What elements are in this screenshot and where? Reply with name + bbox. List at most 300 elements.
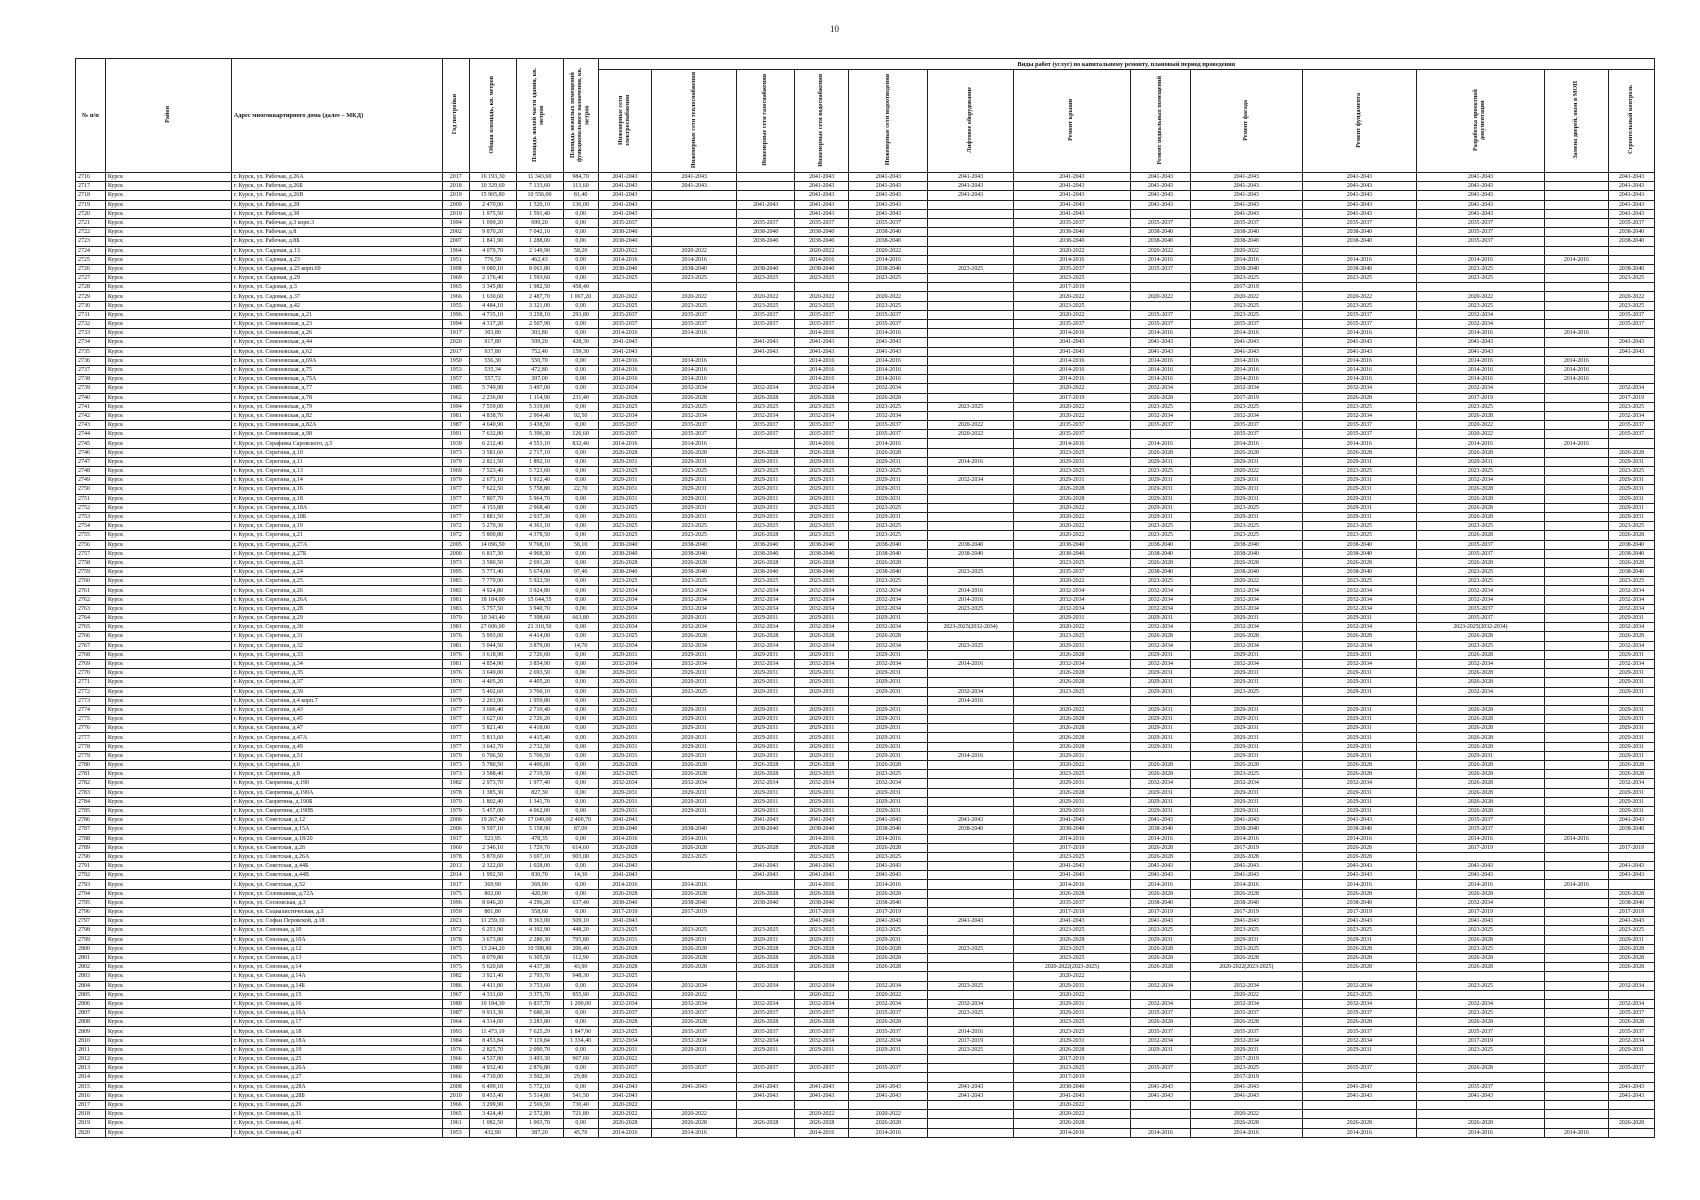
- cell-work-period: [1608, 990, 1654, 999]
- cell-area-living: 387,20: [516, 1128, 563, 1137]
- cell-work-period: 2020-2022: [1416, 430, 1544, 439]
- cell-work-period: 2029-2031: [652, 715, 737, 724]
- cell-area-nonres: 58,20: [563, 246, 598, 255]
- cell-work-period: 2032-2034: [1131, 641, 1191, 650]
- cell-work-period: 2014-2016: [1302, 356, 1416, 365]
- cell-area-living: 1 982,50: [516, 283, 563, 292]
- cell-address: г. Курск, ул. Серегина, д.25: [231, 577, 442, 586]
- col-header-work-label: Инженерные сети водоотведения: [884, 74, 891, 166]
- cell-work-period: 2032-2034: [928, 687, 1013, 696]
- cell-district: Курск: [105, 292, 231, 301]
- cell-work-period: 2026-2028: [849, 843, 928, 852]
- cell-work-period: 2032-2034: [737, 595, 795, 604]
- cell-work-period: [794, 696, 848, 705]
- cell-work-period: 2029-2031: [1608, 733, 1654, 742]
- cell-work-period: 2029-2031: [1302, 512, 1416, 521]
- cell-work-period: 2038-2040: [1302, 549, 1416, 558]
- cell-area-total: 8 453,40: [469, 1091, 516, 1100]
- cell-work-period: 2041-2043: [1131, 816, 1191, 825]
- cell-work-period: 2026-2028: [1416, 678, 1544, 687]
- cell-work-period: [1544, 806, 1608, 815]
- cell-area-total: 4 079,70: [469, 246, 516, 255]
- cell-year: 1979: [442, 696, 469, 705]
- cell-work-period: 2029-2031: [1131, 806, 1191, 815]
- cell-work-period: 2029-2031: [1302, 806, 1416, 815]
- cell-work-period: 2041-2043: [1190, 862, 1302, 871]
- cell-work-period: [652, 862, 737, 871]
- cell-district: Курск: [105, 1027, 231, 1036]
- cell-area-living: 2 968,40: [516, 503, 563, 512]
- cell-work-period: 2026-2028: [1416, 669, 1544, 678]
- cell-work-period: 2029-2031: [794, 705, 848, 714]
- cell-work-period: 2032-2034: [794, 604, 848, 613]
- cell-work-period: 2029-2031: [849, 512, 928, 521]
- cell-year: 2013: [442, 862, 469, 871]
- cell-work-period: 2032-2034: [794, 981, 848, 990]
- cell-num: 2813: [76, 1064, 106, 1073]
- cell-num: 2730: [76, 301, 106, 310]
- cell-work-period: 2041-2043: [849, 816, 928, 825]
- cell-area-nonres: 1 200,00: [563, 999, 598, 1008]
- cell-work-period: 2029-2031: [737, 715, 795, 724]
- cell-work-period: [1544, 926, 1608, 935]
- cell-work-period: 2029-2031: [1013, 779, 1130, 788]
- cell-area-living: 2 149,90: [516, 246, 563, 255]
- cell-work-period: [1544, 338, 1608, 347]
- cell-district: Курск: [105, 669, 231, 678]
- cell-num: 2771: [76, 678, 106, 687]
- cell-work-period: 2026-2028: [1416, 770, 1544, 779]
- cell-work-period: 2029-2031: [1131, 935, 1191, 944]
- cell-work-period: 2014-2016: [1013, 329, 1130, 338]
- cell-district: Курск: [105, 898, 231, 907]
- cell-work-period: 2041-2043: [1302, 1091, 1416, 1100]
- cell-area-living: 4 361,10: [516, 522, 563, 531]
- cell-work-period: 2023-2025: [652, 402, 737, 411]
- cell-district: Курск: [105, 917, 231, 926]
- cell-work-period: 2041-2043: [1013, 816, 1130, 825]
- cell-area-total: 1 385,30: [469, 788, 516, 797]
- cell-area-nonres: 0,00: [563, 623, 598, 632]
- cell-work-period: 2029-2031: [1302, 1045, 1416, 1054]
- cell-district: Курск: [105, 467, 231, 476]
- cell-work-period: 2032-2034: [652, 411, 737, 420]
- cell-work-period: [737, 191, 795, 200]
- cell-work-period: 2023-2025: [1013, 926, 1130, 935]
- cell-work-period: [1544, 522, 1608, 531]
- cell-area-nonres: 126,60: [563, 430, 598, 439]
- cell-num: 2784: [76, 797, 106, 806]
- cell-district: Курск: [105, 540, 231, 549]
- cell-area-living: 1 892,10: [516, 457, 563, 466]
- cell-work-period: [1416, 1055, 1544, 1064]
- cell-address: г. Курск, ул. Серегина, д.35: [231, 669, 442, 678]
- cell-work-period: 2020-2022: [794, 1110, 848, 1119]
- cell-work-period: 2020-2022: [1013, 402, 1130, 411]
- cell-work-period: 2014-2016: [1131, 1128, 1191, 1137]
- cell-area-living: 4 392,90: [516, 926, 563, 935]
- cell-work-period: 2026-2028: [652, 953, 737, 962]
- cell-work-period: 2029-2031: [1302, 678, 1416, 687]
- cell-work-period: 2026-2028: [737, 632, 795, 641]
- cell-year: 2017: [442, 347, 469, 356]
- cell-work-period: 2041-2043: [598, 191, 651, 200]
- cell-address: г. Курск, ул. Союзная, д.28Б: [231, 1091, 442, 1100]
- cell-work-period: 2038-2040: [794, 825, 848, 834]
- cell-work-period: 2020-2022: [1416, 421, 1544, 430]
- cell-year: 1966: [442, 1073, 469, 1082]
- cell-work-period: 2023-2025: [794, 467, 848, 476]
- cell-work-period: 2029-2031: [598, 715, 651, 724]
- cell-work-period: 2041-2043: [1190, 191, 1302, 200]
- cell-work-period: 2014-2016: [849, 329, 928, 338]
- cell-num: 2748: [76, 467, 106, 476]
- cell-num: 2786: [76, 816, 106, 825]
- cell-work-period: 2035-2037: [1302, 1064, 1416, 1073]
- cell-work-period: [737, 255, 795, 264]
- cell-work-period: 2014-2016: [1416, 375, 1544, 384]
- cell-district: Курск: [105, 577, 231, 586]
- cell-num: 2755: [76, 531, 106, 540]
- cell-work-period: [928, 200, 1013, 209]
- cell-work-period: 2038-2040: [794, 264, 848, 273]
- table-row: [76, 503, 1655, 512]
- cell-area-living: 2 487,70: [516, 292, 563, 301]
- cell-work-period: 2023-2025: [1416, 926, 1544, 935]
- cell-work-period: 2032-2034: [737, 999, 795, 1008]
- cell-work-period: 2032-2034: [737, 659, 795, 668]
- cell-work-period: 2026-2028: [1416, 806, 1544, 815]
- cell-num: 2744: [76, 430, 106, 439]
- cell-work-period: 2035-2037: [598, 1009, 651, 1018]
- cell-work-period: 2029-2031: [849, 614, 928, 623]
- cell-work-period: 2026-2028: [1608, 632, 1654, 641]
- cell-year: 1976: [442, 669, 469, 678]
- table-row: [76, 687, 1655, 696]
- cell-work-period: 2029-2031: [794, 614, 848, 623]
- cell-work-period: 2020-2022: [652, 1110, 737, 1119]
- cell-work-period: 2032-2034: [652, 604, 737, 613]
- table-row: [76, 586, 1655, 595]
- cell-work-period: 2014-2016: [1544, 356, 1608, 365]
- cell-num: 2814: [76, 1073, 106, 1082]
- cell-address: г. Курск, ул. Семеновская, д.21: [231, 310, 442, 319]
- cell-work-period: 2014-2016: [1190, 1128, 1302, 1137]
- cell-work-period: 2029-2031: [598, 476, 651, 485]
- cell-work-period: 2029-2031: [849, 678, 928, 687]
- table-row: [76, 200, 1655, 209]
- cell-work-period: 2038-2040: [1131, 228, 1191, 237]
- cell-work-period: [652, 696, 737, 705]
- cell-area-nonres: 159,30: [563, 347, 598, 356]
- cell-work-period: 2014-2016: [794, 375, 848, 384]
- cell-num: 2774: [76, 705, 106, 714]
- cell-work-period: 2014-2016: [652, 834, 737, 843]
- cell-year: 1979: [442, 614, 469, 623]
- cell-work-period: [1544, 788, 1608, 797]
- cell-year: 2008: [442, 1082, 469, 1091]
- cell-address: г. Курск, ул. Садовая, д.25 корп.69: [231, 264, 442, 273]
- cell-work-period: [928, 218, 1013, 227]
- cell-work-period: 2014-2016: [598, 365, 651, 374]
- cell-year: 1978: [442, 935, 469, 944]
- cell-work-period: [1608, 1073, 1654, 1082]
- table-row: [76, 623, 1655, 632]
- cell-work-period: 2041-2043: [1302, 1082, 1416, 1091]
- cell-district: Курск: [105, 788, 231, 797]
- cell-work-period: 2017-2019: [1608, 908, 1654, 917]
- cell-work-period: [1544, 485, 1608, 494]
- cell-work-period: 2038-2040: [1190, 825, 1302, 834]
- cell-num: 2760: [76, 577, 106, 586]
- cell-work-period: 2029-2031: [652, 485, 737, 494]
- cell-work-period: 2041-2043: [849, 862, 928, 871]
- cell-area-nonres: 0,00: [563, 320, 598, 329]
- cell-year: 1972: [442, 926, 469, 935]
- cell-area-nonres: 45,70: [563, 1128, 598, 1137]
- cell-work-period: 2017-2019: [1190, 1073, 1302, 1082]
- cell-district: Курск: [105, 586, 231, 595]
- col-header-work-label: Строительный контроль: [1627, 85, 1634, 155]
- cell-work-period: 2014-2016: [1416, 834, 1544, 843]
- cell-work-period: 2038-2040: [598, 898, 651, 907]
- cell-area-living: 2 693,50: [516, 669, 563, 678]
- cell-work-period: [928, 512, 1013, 521]
- cell-work-period: 2017-2019: [1013, 1055, 1130, 1064]
- cell-num: 2741: [76, 402, 106, 411]
- cell-address: г. Курск, ул. Рабочая, д.8: [231, 228, 442, 237]
- cell-work-period: 2029-2031: [1190, 705, 1302, 714]
- cell-area-total: 3 649,00: [469, 669, 516, 678]
- cell-work-period: 2026-2028: [737, 944, 795, 953]
- cell-work-period: 2029-2031: [598, 457, 651, 466]
- cell-work-period: [1544, 733, 1608, 742]
- cell-work-period: [1544, 1045, 1608, 1054]
- cell-work-period: [652, 228, 737, 237]
- cell-work-period: 2026-2028: [1608, 963, 1654, 972]
- cell-address: г. Курск, ул. Семеновская, д.77: [231, 384, 442, 393]
- cell-area-nonres: 730,40: [563, 1100, 598, 1109]
- cell-work-period: [928, 255, 1013, 264]
- cell-work-period: 2023-2025: [928, 402, 1013, 411]
- cell-work-period: 2038-2040: [849, 237, 928, 246]
- cell-work-period: 2023-2025: [1190, 522, 1302, 531]
- cell-address: г. Курск, ул. Серегина, д.27Б: [231, 549, 442, 558]
- cell-work-period: [1131, 283, 1191, 292]
- cell-work-period: 2041-2043: [598, 862, 651, 871]
- cell-work-period: [1544, 641, 1608, 650]
- cell-work-period: 2032-2034: [1416, 384, 1544, 393]
- cell-work-period: 2038-2040: [1608, 540, 1654, 549]
- cell-work-period: 2014-2016: [1190, 356, 1302, 365]
- cell-work-period: 2032-2034: [794, 659, 848, 668]
- cell-district: Курск: [105, 182, 231, 191]
- cell-area-total: 4 537,80: [469, 1055, 516, 1064]
- cell-address: г. Курск, ул. Рабочая, д.38: [231, 209, 442, 218]
- table-row: [76, 320, 1655, 329]
- cell-work-period: 2023-2025: [928, 604, 1013, 613]
- cell-area-nonres: 0,00: [563, 264, 598, 273]
- table-row: [76, 705, 1655, 714]
- table-row: [76, 788, 1655, 797]
- cell-work-period: 2014-2016: [1131, 365, 1191, 374]
- cell-work-period: 2032-2034: [1302, 981, 1416, 990]
- cell-work-period: 2038-2040: [928, 549, 1013, 558]
- cell-work-period: 2023-2025: [598, 503, 651, 512]
- cell-year: 1977: [442, 494, 469, 503]
- cell-work-period: 2023-2025: [598, 274, 651, 283]
- cell-work-period: 2029-2031: [1131, 1045, 1191, 1054]
- cell-year: 1972: [442, 531, 469, 540]
- cell-work-period: [1544, 549, 1608, 558]
- cell-num: 2720: [76, 209, 106, 218]
- cell-work-period: [928, 338, 1013, 347]
- cell-work-period: 2014-2016: [1013, 255, 1130, 264]
- cell-work-period: 2035-2037: [652, 1009, 737, 1018]
- cell-work-period: 2014-2016: [1544, 365, 1608, 374]
- cell-work-period: [1544, 586, 1608, 595]
- cell-work-period: 2032-2034: [794, 586, 848, 595]
- cell-work-period: 2038-2040: [737, 825, 795, 834]
- cell-area-nonres: 0,00: [563, 981, 598, 990]
- cell-address: г. Курск, ул. Союзная, д.29: [231, 1100, 442, 1109]
- cell-work-period: 2026-2028: [1131, 632, 1191, 641]
- table-row: [76, 356, 1655, 365]
- cell-work-period: 2014-2016: [1131, 255, 1191, 264]
- cell-area-total: 4 331,60: [469, 990, 516, 999]
- cell-address: г. Курск, ул. Союзная, д.25: [231, 1055, 442, 1064]
- cell-work-period: [928, 1073, 1013, 1082]
- cell-work-period: 2032-2034: [1416, 310, 1544, 319]
- cell-area-nonres: 1 067,20: [563, 292, 598, 301]
- cell-work-period: 2041-2043: [1190, 173, 1302, 182]
- cell-work-period: 2029-2031: [794, 715, 848, 724]
- cell-area-nonres: 0,00: [563, 806, 598, 815]
- cell-area-nonres: 663,80: [563, 614, 598, 623]
- cell-work-period: 2023-2025: [737, 522, 795, 531]
- cell-area-nonres: 0,00: [563, 255, 598, 264]
- cell-work-period: 2041-2043: [1302, 816, 1416, 825]
- cell-year: 1981: [442, 595, 469, 604]
- cell-work-period: [928, 705, 1013, 714]
- cell-year: 2002: [442, 228, 469, 237]
- col-header-work-label: Ремонт фундамента: [1355, 92, 1362, 148]
- cell-work-period: [1608, 439, 1654, 448]
- cell-work-period: 2038-2040: [1190, 228, 1302, 237]
- cell-work-period: 2029-2031: [1608, 797, 1654, 806]
- cell-work-period: 2023-2025: [1190, 503, 1302, 512]
- cell-work-period: 2038-2040: [1302, 237, 1416, 246]
- cell-district: Курск: [105, 779, 231, 788]
- cell-work-period: 2023-2025: [1190, 274, 1302, 283]
- cell-work-period: 2017-2019: [1608, 843, 1654, 852]
- cell-area-total: 1 992,50: [469, 871, 516, 880]
- cell-area-nonres: 0,00: [563, 733, 598, 742]
- cell-work-period: 2014-2016: [1302, 439, 1416, 448]
- cell-district: Курск: [105, 549, 231, 558]
- table-row: [76, 843, 1655, 852]
- cell-work-period: [652, 347, 737, 356]
- cell-work-period: 2017-2019: [1013, 843, 1130, 852]
- cell-work-period: [1544, 843, 1608, 852]
- col-header-work-1: [652, 70, 737, 173]
- cell-work-period: 2023-2025: [1190, 301, 1302, 310]
- table-row: [76, 944, 1655, 953]
- table-row: [76, 953, 1655, 962]
- cell-address: г. Курск, ул. Садовая, д.37: [231, 292, 442, 301]
- cell-work-period: 2023-2025: [849, 522, 928, 531]
- cell-work-period: 2035-2037: [1608, 310, 1654, 319]
- cell-address: г. Курск, ул. Семеновская, д.44: [231, 338, 442, 347]
- cell-work-period: 2029-2031: [1190, 650, 1302, 659]
- cell-address: г. Курск, ул. Серегина, д.34: [231, 659, 442, 668]
- col-header-work-label: Инженерные сети электроснабжения: [617, 94, 631, 146]
- col-header-work-7: [1131, 70, 1191, 173]
- table-row: [76, 604, 1655, 613]
- cell-work-period: 2023-2025: [1608, 301, 1654, 310]
- cell-work-period: 2032-2034: [1608, 384, 1654, 393]
- cell-num: 2769: [76, 659, 106, 668]
- cell-work-period: 2041-2043: [794, 209, 848, 218]
- cell-area-nonres: 0,00: [563, 274, 598, 283]
- cell-work-period: 2014-2016: [1131, 375, 1191, 384]
- cell-area-living: 2 732,50: [516, 742, 563, 751]
- cell-area-living: 3 924,80: [516, 586, 563, 595]
- cell-work-period: 2029-2031: [1190, 935, 1302, 944]
- cell-work-period: 2026-2028: [1190, 632, 1302, 641]
- cell-work-period: 2026-2028: [1608, 953, 1654, 962]
- cell-work-period: 2041-2043: [737, 871, 795, 880]
- cell-area-total: 3 588,40: [469, 770, 516, 779]
- cell-work-period: 2029-2031: [652, 806, 737, 815]
- cell-work-period: [794, 1055, 848, 1064]
- cell-work-period: [737, 375, 795, 384]
- cell-district: Курск: [105, 393, 231, 402]
- cell-work-period: [1416, 696, 1544, 705]
- cell-work-period: 2032-2034: [1190, 981, 1302, 990]
- cell-num: 2718: [76, 191, 106, 200]
- cell-work-period: 2014-2016: [794, 439, 848, 448]
- cell-work-period: 2035-2037: [1013, 430, 1130, 439]
- cell-work-period: 2029-2031: [598, 494, 651, 503]
- cell-area-nonres: 14,30: [563, 871, 598, 880]
- cell-district: Курск: [105, 1018, 231, 1027]
- cell-work-period: 2035-2037: [1131, 320, 1191, 329]
- cell-work-period: 2029-2031: [1190, 457, 1302, 466]
- cell-work-period: 2014-2016: [652, 439, 737, 448]
- cell-work-period: 2041-2043: [1190, 871, 1302, 880]
- cell-num: 2816: [76, 1091, 106, 1100]
- cell-work-period: 2032-2034: [1608, 659, 1654, 668]
- cell-work-period: 2032-2034: [849, 623, 928, 632]
- cell-work-period: 2029-2031: [1302, 797, 1416, 806]
- table-row: [76, 862, 1655, 871]
- cell-num: 2777: [76, 733, 106, 742]
- cell-work-period: 2020-2022: [849, 990, 928, 999]
- cell-district: Курск: [105, 650, 231, 659]
- cell-work-period: 2041-2043: [1416, 917, 1544, 926]
- cell-address: г. Курск, ул. Серегина, д.45: [231, 715, 442, 724]
- cell-work-period: 2014-2016: [1544, 255, 1608, 264]
- cell-work-period: 2023-2025: [1416, 274, 1544, 283]
- cell-work-period: 2029-2031: [737, 797, 795, 806]
- cell-area-living: 6 837,70: [516, 999, 563, 1008]
- cell-work-period: [928, 908, 1013, 917]
- cell-work-period: 2029-2031: [794, 476, 848, 485]
- cell-address: г. Курск, ул. Серегина, д.11: [231, 457, 442, 466]
- cell-work-period: 2035-2037: [1416, 1027, 1544, 1036]
- table-row: [76, 494, 1655, 503]
